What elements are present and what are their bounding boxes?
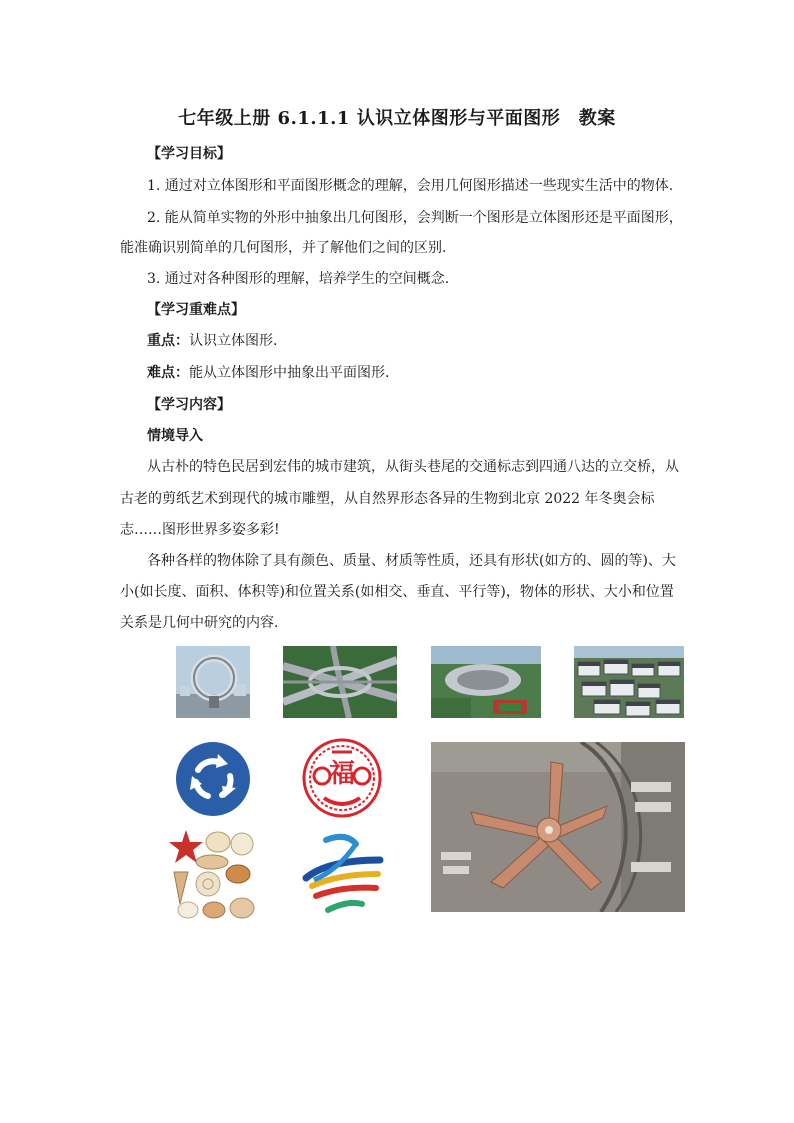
key-text: 认识立体图形.: [189, 333, 278, 349]
intro-heading: 情境导入: [147, 428, 203, 444]
fu-character: 福: [328, 759, 355, 789]
dwellings-photo: [574, 646, 684, 718]
difficult-point: [147, 363, 389, 383]
para2-line3: 关系是几何中研究的内容.: [120, 615, 279, 631]
para1-line1: 从古朴的特色民居到宏伟的城市建筑，从街头巷尾的交通标志到四通八达的立交桥，从: [147, 459, 679, 475]
goal-3: 3. 通过对各种图形的理解，培养学生的空间概念.: [147, 271, 450, 287]
sculpture-photo: [176, 646, 250, 718]
key-label: 重点：: [147, 333, 189, 349]
goal-2b: 能准确识别简单的几何图形，并了解他们之间的区别.: [120, 240, 447, 256]
key-heading: 【学习重难点】: [147, 302, 245, 318]
key-point: [147, 331, 277, 351]
airport-aerial-photo: [431, 742, 685, 912]
diff-text: 能从立体图形中抽象出平面图形.: [189, 365, 390, 381]
roundabout-sign-icon: [172, 738, 254, 820]
content-heading: 【学习内容】: [147, 397, 231, 413]
para2-line2: 小(如长度、面积、体积等)和位置关系(如相交、垂直、平行等)，物体的形状、大小和位置: [120, 584, 674, 600]
interchange-bridge-photo: [283, 646, 397, 718]
goal-1: 1. 通过对立体图形和平面图形概念的理解，会用几何图形描述一些现实生活中的物体.: [147, 178, 674, 194]
olympic-emblem-icon: [298, 830, 384, 920]
goal-2a: 2. 能从简单实物的外形中抽象出几何图形，会判断一个图形是立体图形还是平面图形，: [147, 210, 683, 226]
paper-cut-fu-image: [302, 738, 382, 818]
goals-heading: 【学习目标】: [147, 146, 231, 162]
diff-label: 难点：: [147, 365, 189, 381]
stadium-photo: [431, 646, 541, 718]
para1-line3: 志……图形世界多姿多彩!: [120, 522, 280, 538]
page-title: 七年级上册 6.1.1.1 认识立体图形与平面图形 教案: [178, 108, 616, 129]
para1-line2: 古老的剪纸艺术到现代的城市雕塑，从自然界形态各异的生物到北京 2022 年冬奥会标: [120, 491, 655, 507]
seashells-image: [166, 828, 260, 922]
para2-line1: 各种各样的物体除了具有颜色、质量、材质等性质，还具有形状(如方的、圆的等)、大: [147, 553, 676, 569]
